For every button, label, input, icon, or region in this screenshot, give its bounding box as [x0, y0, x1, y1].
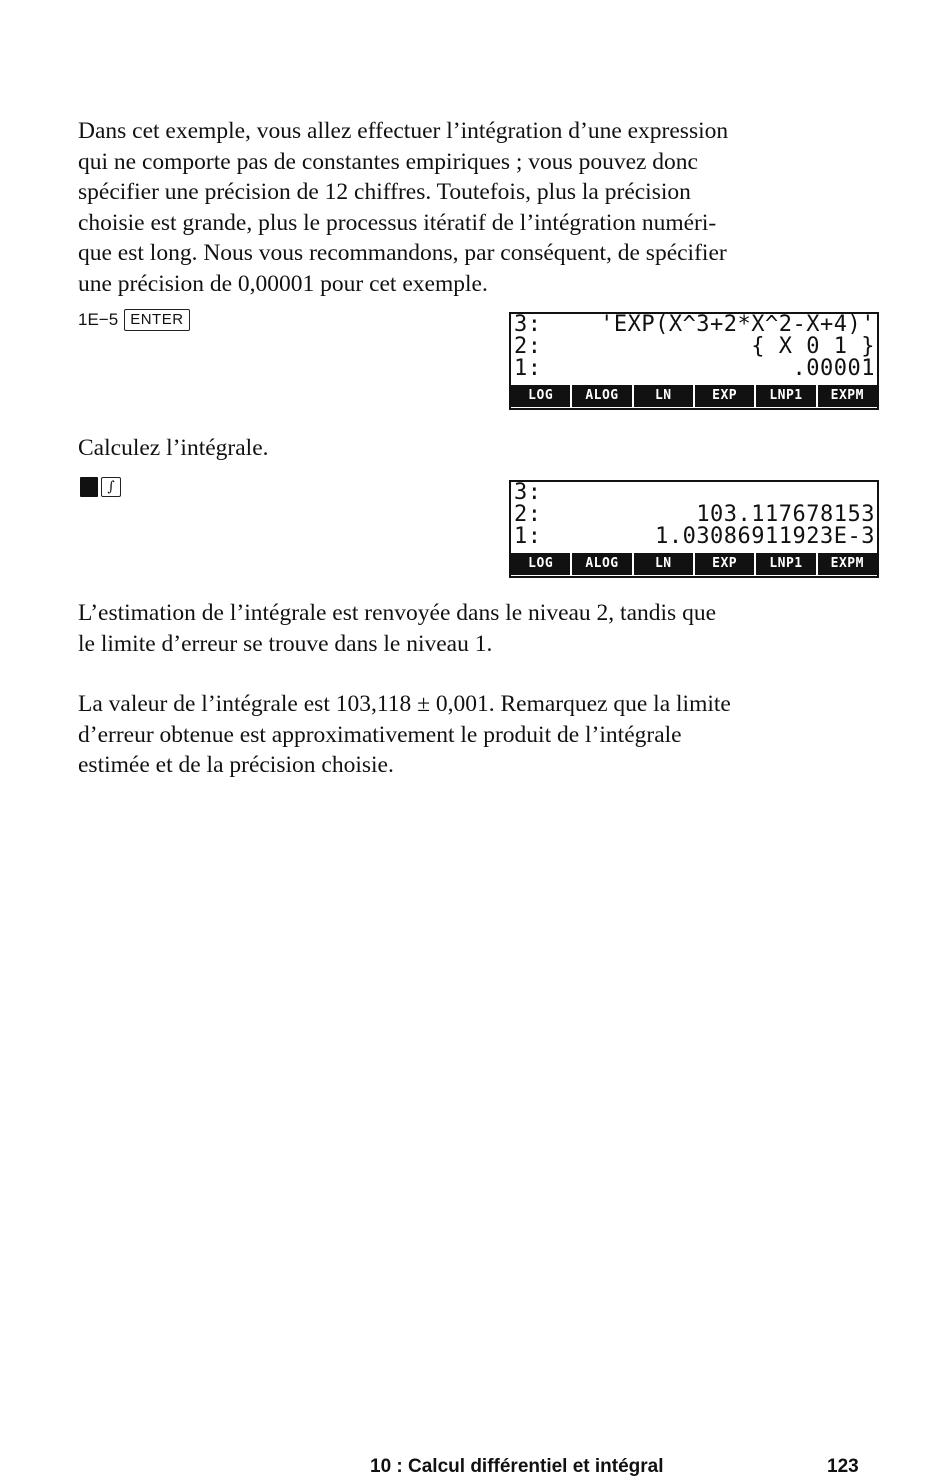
text-line: L’estimation de l’intégrale est renvoyée dans le niveau 2, tandis que [78, 600, 716, 626]
stack-level-2 [511, 504, 877, 526]
text-line: le limite d’erreur se trouve dans le niveau 1. [78, 630, 493, 657]
level-value: 1.03086911923E-3 [655, 526, 875, 548]
softkey-lnp1: LNP1 [756, 553, 815, 575]
calculator-screen-1 [509, 312, 879, 410]
step2-keystrokes [80, 477, 121, 497]
text-line: d’erreur obtenue est approximativement le produit de l’intégrale [78, 721, 682, 748]
softkey-menu [511, 552, 877, 576]
softkey-lnp1: LNP1 [756, 385, 815, 407]
softkey-ln: LN [634, 385, 693, 407]
softkey-menu [511, 384, 877, 408]
level-value: 'EXP(X^3+2*X^2-X+4)' [600, 314, 875, 336]
step1-keystrokes [78, 309, 190, 331]
stack-level-3 [511, 482, 877, 504]
step2-text [78, 433, 878, 464]
page-number: 123 [827, 1456, 859, 1477]
softkey-log: LOG [511, 553, 570, 575]
stack-level-1 [511, 358, 877, 380]
level-value: 103.117678153 [696, 504, 875, 526]
text-line: une précision de 0,00001 pour cet exemple. [78, 270, 488, 297]
level-label: 3: [514, 482, 542, 504]
softkey-expm: EXPM [818, 385, 877, 407]
text-line: La valeur de l’intégrale est 103,118 ± 0,001. Remarquez que la limite [78, 691, 731, 717]
text-line: choisie est grande, plus le processus itératif de l’intégration numéri- [78, 209, 717, 236]
text-line: Dans cet exemple, vous allez effectuer l’intégration d’une expression [78, 118, 729, 144]
level-value: { X 0 1 } [751, 336, 875, 358]
level-label: 2: [514, 336, 542, 358]
level-label: 3: [514, 314, 542, 336]
softkey-alog: ALOG [572, 385, 631, 407]
level-label: 1: [514, 526, 542, 548]
text-line: que est long. Nous vous recommandons, par conséquent, de spécifier [78, 240, 727, 266]
conclusion-paragraph [78, 689, 878, 781]
integral-key: ∫ [101, 477, 121, 497]
softkey-exp: EXP [695, 385, 754, 407]
chapter-footer: 10 : Calcul différentiel et intégral [370, 1456, 664, 1477]
level-value: .00001 [792, 358, 875, 380]
stack-level-1 [511, 526, 877, 548]
level-label: 2: [514, 504, 542, 526]
text-line: qui ne comporte pas de constantes empiriques ; vous pouvez donc [78, 148, 698, 175]
softkey-expm: EXPM [818, 553, 877, 575]
shift-key-icon [80, 477, 98, 497]
keystroke-text: 1E−5 [78, 310, 119, 329]
enter-key: ENTER [124, 309, 189, 331]
text-line: spécifier une précision de 12 chiffres. Toutefois, plus la précision [78, 179, 691, 205]
text-line: Calculez l’intégrale. [78, 435, 269, 461]
softkey-log: LOG [511, 385, 570, 407]
text-line: estimée et de la précision choisie. [78, 752, 394, 778]
calculator-screen-2 [509, 480, 879, 578]
result-paragraph [78, 598, 878, 659]
intro-paragraph [78, 116, 878, 299]
softkey-ln: LN [634, 553, 693, 575]
stack-level-3 [511, 314, 877, 336]
level-label: 1: [514, 358, 542, 380]
softkey-alog: ALOG [572, 553, 631, 575]
softkey-exp: EXP [695, 553, 754, 575]
stack-level-2 [511, 336, 877, 358]
level-value [542, 482, 876, 504]
